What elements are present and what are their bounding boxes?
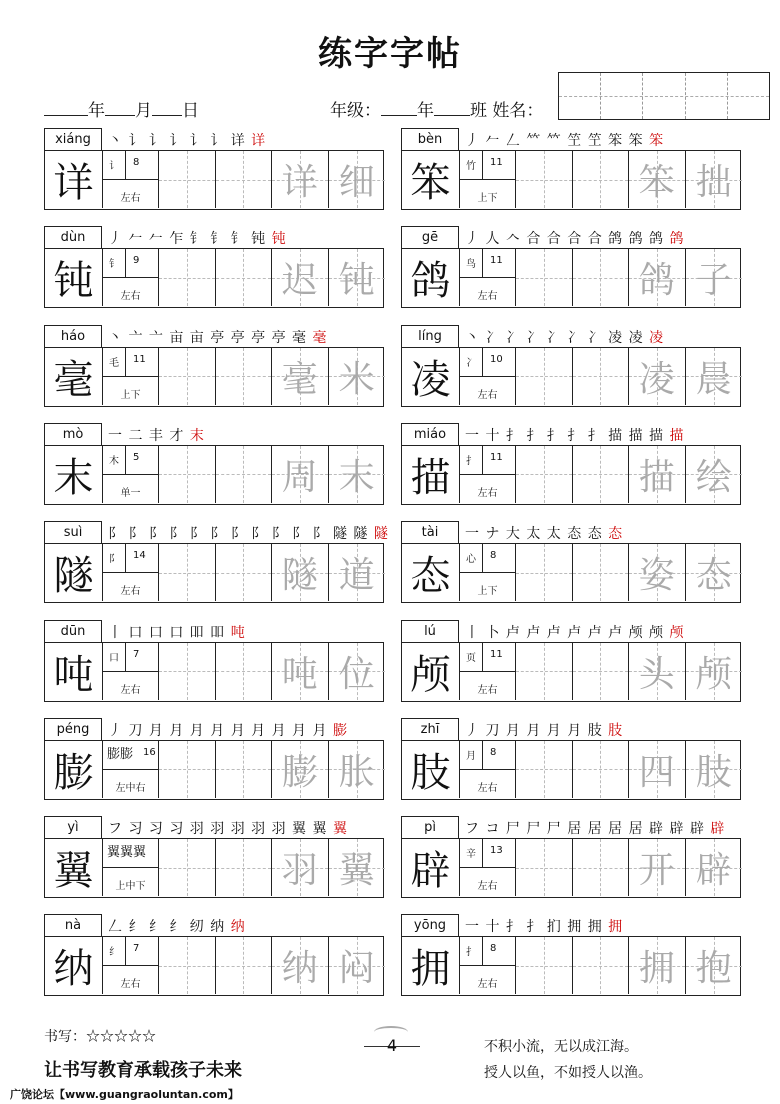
pinyin-label: miáo	[401, 423, 459, 445]
stroke-count: 11	[490, 157, 503, 168]
trace-word: 膨	[281, 751, 318, 793]
practice-cell[interactable]	[329, 446, 386, 503]
practice-cell[interactable]	[329, 151, 386, 208]
stroke-order: フ コ 尸 尸 尸 居 居 居 居 辟 辟 辟 辟	[465, 821, 726, 838]
structure: 左右	[477, 881, 498, 893]
practice-cell[interactable]	[159, 643, 216, 700]
char-info	[460, 839, 516, 896]
radical: 口	[109, 652, 119, 664]
pinyin-label: zhī	[401, 718, 459, 740]
stroke-order: 丶 讠 讠 讠 讠 讠 详 详	[108, 133, 267, 149]
practice-cell[interactable]	[516, 839, 573, 896]
practice-grid	[44, 543, 384, 603]
model-character: 详	[45, 151, 103, 208]
stroke-order: 一 十 扌 扌 扌 扌 扌 描 描 描 描	[465, 427, 685, 444]
structure: 左右	[477, 487, 498, 499]
slogan: 让书写教育承载孩子未来	[44, 1060, 242, 1081]
pinyin-label: háo	[44, 325, 102, 347]
trace-word: 隧	[281, 555, 318, 597]
practice-cell[interactable]	[272, 741, 329, 798]
stroke-order: 丿 刀 月 月 月 月 肢 肢	[465, 722, 624, 739]
practice-cell[interactable]	[272, 643, 329, 700]
quote-1: 不积小流，无以成江海。	[484, 1039, 638, 1055]
practice-cell[interactable]	[516, 544, 573, 601]
char-entry	[44, 816, 384, 898]
char-entry	[44, 914, 384, 996]
practice-cell[interactable]	[272, 446, 329, 503]
structure: 上中下	[115, 881, 146, 893]
practice-cell[interactable]	[686, 937, 743, 994]
stroke-order: フ 习 习 习 羽 羽 羽 羽 羽 翼 翼 翼	[108, 821, 348, 838]
practice-grid	[44, 936, 384, 996]
char-info	[460, 151, 516, 208]
practice-cell[interactable]	[516, 249, 573, 306]
char-info	[460, 643, 516, 700]
char-info	[103, 544, 159, 601]
trace-word: 晨	[695, 358, 732, 400]
model-character: 肢	[402, 741, 460, 798]
stroke-count: 8	[490, 746, 497, 758]
practice-grid	[401, 248, 741, 308]
stroke-order: 丿 𠂉 𠂉 乍 钅 钅 钅 钝 钝	[108, 231, 287, 248]
radical: 毛	[109, 357, 119, 369]
trace-word: 子	[695, 260, 732, 302]
char-info	[460, 249, 516, 306]
practice-cell[interactable]	[629, 348, 686, 405]
pinyin-label: yì	[44, 816, 102, 838]
practice-cell[interactable]	[272, 348, 329, 405]
name-box[interactable]	[558, 72, 770, 120]
stroke-order: 丨 口 口 口 吅 吅 吨	[108, 624, 246, 641]
practice-cell[interactable]	[573, 249, 630, 306]
practice-cell[interactable]	[573, 741, 630, 798]
pinyin-label: gē	[401, 226, 459, 248]
practice-cell[interactable]	[159, 937, 216, 994]
practice-cell[interactable]	[159, 839, 216, 896]
practice-cell[interactable]	[686, 643, 743, 700]
trace-word: 抱	[695, 948, 732, 990]
practice-grid	[401, 740, 741, 800]
trace-word: 细	[338, 162, 375, 203]
model-character: 凌	[402, 348, 460, 405]
practice-cell[interactable]	[159, 249, 216, 306]
model-character: 末	[45, 446, 103, 503]
char-entry	[44, 423, 384, 505]
trace-word: 道	[338, 555, 375, 597]
structure: 左中右	[115, 782, 146, 794]
stroke-count: 14	[133, 550, 146, 562]
structure: 左右	[120, 979, 141, 991]
structure: 左右	[120, 193, 141, 204]
char-entry	[44, 718, 384, 800]
practice-cell[interactable]	[329, 937, 386, 994]
trace-word: 钝	[338, 260, 375, 302]
practice-cell[interactable]	[272, 839, 329, 896]
pinyin-label: lú	[401, 620, 459, 642]
stroke-count: 11	[490, 255, 503, 267]
writing-rating: 书写：☆☆☆☆☆	[44, 1029, 156, 1045]
practice-cell[interactable]	[516, 348, 573, 405]
trace-word: 末	[338, 456, 375, 498]
practice-cell[interactable]	[216, 249, 273, 306]
stroke-order: 𠃋 纟 纟 纟 纫 纳 纳	[108, 919, 246, 936]
practice-cell[interactable]	[159, 446, 216, 503]
char-info	[103, 348, 159, 405]
practice-grid	[44, 150, 384, 210]
trace-word: 姿	[638, 555, 675, 597]
stroke-count: 11	[490, 648, 503, 660]
practice-grid	[401, 347, 741, 407]
stroke-order: 丶 冫 冫 冫 冫 冫 冫 凌 凌 凌	[465, 329, 665, 346]
model-character: 辟	[402, 839, 460, 896]
structure: 上下	[477, 586, 498, 598]
stroke-count: 16	[143, 746, 156, 758]
practice-cell[interactable]	[329, 741, 386, 798]
stroke-order: 丨 卜 卢 卢 卢 卢 卢 卢 颅 颅 颅	[465, 624, 685, 641]
char-entry	[44, 325, 384, 407]
practice-cell[interactable]	[329, 839, 386, 896]
structure: 左右	[120, 586, 141, 598]
practice-cell[interactable]	[516, 446, 573, 503]
practice-cell[interactable]	[216, 643, 273, 700]
practice-cell[interactable]	[629, 249, 686, 306]
structure: 上下	[120, 389, 141, 401]
stroke-count: 7	[133, 943, 140, 955]
practice-grid	[401, 445, 741, 505]
practice-cell[interactable]	[629, 544, 686, 601]
structure: 左右	[477, 389, 498, 401]
radical: 竹	[466, 161, 476, 172]
practice-cell[interactable]	[573, 544, 630, 601]
model-character: 膨	[45, 741, 103, 798]
char-info	[460, 446, 516, 503]
char-entry	[401, 914, 741, 996]
practice-cell[interactable]	[216, 741, 273, 798]
trace-word: 开	[638, 850, 675, 892]
radical: 页	[466, 652, 476, 664]
char-entry	[44, 521, 389, 603]
practice-cell[interactable]	[159, 348, 216, 405]
char-info	[103, 643, 159, 700]
practice-cell[interactable]	[272, 249, 329, 306]
practice-cell[interactable]	[629, 643, 686, 700]
char-entry	[401, 226, 741, 308]
practice-cell[interactable]	[629, 937, 686, 994]
char-info	[103, 937, 159, 994]
practice-cell[interactable]	[159, 151, 216, 208]
model-character: 态	[402, 544, 460, 601]
stroke-count: 7	[133, 648, 140, 660]
practice-cell[interactable]	[686, 348, 743, 405]
practice-grid	[401, 150, 741, 210]
practice-cell[interactable]	[629, 446, 686, 503]
char-info	[103, 741, 159, 798]
practice-cell[interactable]	[629, 151, 686, 208]
practice-cell[interactable]	[516, 151, 573, 208]
structure: 左右	[477, 684, 498, 696]
char-info	[460, 937, 516, 994]
practice-cell[interactable]	[686, 249, 743, 306]
practice-grid	[44, 838, 384, 898]
quote-2: 授人以鱼，不如授人以渔。	[484, 1065, 652, 1081]
radical: 冫	[466, 357, 476, 369]
pinyin-label: tài	[401, 521, 459, 543]
model-character: 纳	[45, 937, 103, 994]
practice-grid	[401, 838, 741, 898]
grade-line: 年级： 年 班 姓名：	[330, 101, 544, 121]
practice-cell[interactable]	[216, 839, 273, 896]
char-info	[460, 741, 516, 798]
pinyin-label: nà	[44, 914, 102, 936]
stroke-order: 丿 人 𠆢 合 合 合 合 鸽 鸽 鸽 鸽	[465, 231, 685, 248]
structure: 左右	[477, 782, 498, 794]
char-info	[103, 446, 159, 503]
char-info	[103, 839, 159, 896]
practice-cell[interactable]	[272, 937, 329, 994]
practice-cell[interactable]	[159, 544, 216, 601]
stroke-sample: 翼翼翼	[107, 845, 147, 861]
model-character: 吨	[45, 643, 103, 700]
practice-grid	[44, 347, 384, 407]
structure: 左右	[120, 684, 141, 696]
practice-grid	[44, 642, 384, 702]
char-entry	[44, 226, 384, 308]
stroke-count: 8	[490, 943, 497, 955]
practice-cell[interactable]	[686, 151, 743, 208]
page-number: 4	[372, 1036, 412, 1055]
stroke-count: 11	[133, 353, 146, 365]
structure: 单一	[120, 487, 141, 499]
structure: 左右	[477, 979, 498, 991]
practice-cell[interactable]	[216, 544, 273, 601]
radical: 扌	[466, 455, 476, 467]
trace-word: 笨	[638, 162, 675, 203]
practice-cell[interactable]	[329, 348, 386, 405]
char-info	[460, 544, 516, 601]
model-character: 颅	[402, 643, 460, 700]
stroke-count: 10	[490, 353, 503, 365]
practice-cell[interactable]	[329, 643, 386, 700]
practice-cell[interactable]	[216, 151, 273, 208]
trace-word: 吨	[281, 653, 318, 695]
practice-cell[interactable]	[573, 839, 630, 896]
trace-word: 羽	[281, 850, 318, 892]
stroke-count: 5	[133, 451, 140, 463]
radical: 辛	[466, 849, 476, 861]
trace-word: 翼	[338, 850, 375, 892]
stroke-order: 丿 刀 月 月 月 月 月 月 月 月 月 膨	[108, 722, 348, 739]
practice-cell[interactable]	[573, 151, 630, 208]
trace-word: 凌	[638, 358, 675, 400]
date-line: 年 月 日	[44, 96, 199, 121]
char-entry	[401, 816, 741, 898]
radical: 鸟	[466, 259, 476, 271]
structure: 上下	[477, 193, 498, 204]
radical: 阝	[109, 554, 119, 566]
stroke-order: 一 十 扌 扌 扪 拥 拥 拥	[465, 919, 624, 936]
model-character: 翼	[45, 839, 103, 896]
trace-word: 绘	[695, 456, 732, 498]
stroke-sample: 膨膨	[107, 746, 134, 762]
practice-grid	[44, 445, 384, 505]
practice-cell[interactable]	[516, 643, 573, 700]
char-entry	[401, 620, 741, 702]
practice-cell[interactable]	[272, 151, 329, 208]
char-entry	[401, 128, 741, 210]
stroke-count: 8	[490, 550, 497, 562]
stroke-count: 13	[490, 845, 503, 857]
practice-cell[interactable]	[216, 937, 273, 994]
char-entry	[44, 128, 384, 210]
page-title: 练字字帖	[318, 34, 462, 74]
trace-word: 米	[338, 358, 375, 400]
trace-word: 拙	[695, 162, 732, 203]
practice-cell[interactable]	[686, 544, 743, 601]
char-entry	[401, 423, 741, 505]
radical: 讠	[109, 161, 119, 172]
trace-word: 态	[695, 555, 732, 597]
trace-word: 位	[338, 653, 375, 695]
practice-cell[interactable]	[329, 249, 386, 306]
trace-word: 肢	[695, 751, 732, 793]
model-character: 隧	[45, 544, 103, 601]
practice-cell[interactable]	[686, 446, 743, 503]
char-entry	[401, 325, 741, 407]
practice-cell[interactable]	[573, 643, 630, 700]
stroke-order: 一 ナ 大 太 太 态 态 态	[465, 526, 624, 543]
radical: 心	[466, 554, 476, 566]
char-info	[103, 249, 159, 306]
char-info	[460, 348, 516, 405]
trace-word: 四	[638, 751, 675, 793]
pinyin-label: dūn	[44, 620, 102, 642]
trace-word: 详	[281, 162, 318, 203]
practice-cell[interactable]	[216, 348, 273, 405]
practice-cell[interactable]	[629, 741, 686, 798]
stroke-count: 8	[133, 157, 140, 168]
practice-grid	[44, 740, 384, 800]
pinyin-label: mò	[44, 423, 102, 445]
practice-cell[interactable]	[686, 839, 743, 896]
practice-cell[interactable]	[159, 741, 216, 798]
pinyin-label: dùn	[44, 226, 102, 248]
model-character: 钝	[45, 249, 103, 306]
practice-cell[interactable]	[686, 741, 743, 798]
model-character: 笨	[402, 151, 460, 208]
char-entry	[44, 620, 384, 702]
pinyin-label: yōng	[401, 914, 459, 936]
practice-cell[interactable]	[216, 446, 273, 503]
practice-cell[interactable]	[629, 839, 686, 896]
model-character: 毫	[45, 348, 103, 405]
pinyin-label: bèn	[401, 128, 459, 150]
pinyin-label: péng	[44, 718, 102, 740]
trace-word: 纳	[281, 948, 318, 990]
pinyin-label: xiáng	[44, 128, 102, 150]
trace-word: 胀	[338, 751, 375, 793]
trace-word: 周	[281, 456, 318, 498]
trace-word: 头	[638, 653, 675, 695]
model-character: 拥	[402, 937, 460, 994]
radical: 月	[466, 750, 476, 762]
trace-word: 描	[638, 456, 675, 498]
pinyin-label: líng	[401, 325, 459, 347]
trace-word: 闷	[338, 948, 375, 990]
model-character: 描	[402, 446, 460, 503]
practice-cell[interactable]	[516, 741, 573, 798]
structure: 左右	[120, 291, 141, 303]
trace-word: 毫	[281, 358, 318, 400]
radical: 扌	[466, 947, 476, 959]
pinyin-label: suì	[44, 521, 102, 543]
practice-grid	[401, 936, 741, 996]
stroke-order: 一 二 丰 才 末	[108, 427, 205, 444]
char-info	[103, 151, 159, 208]
pinyin-label: pì	[401, 816, 459, 838]
radical: 木	[109, 455, 119, 467]
trace-word: 拥	[638, 948, 675, 990]
char-entry	[401, 521, 741, 603]
practice-cell[interactable]	[573, 446, 630, 503]
practice-grid	[401, 543, 741, 603]
trace-word: 鸽	[638, 260, 675, 302]
trace-word: 颅	[695, 653, 732, 695]
trace-word: 辟	[695, 850, 732, 892]
stroke-order: 丿 𠂉 𠃋 𥫗 𥫗 笁 笁 笨 笨 笨	[465, 133, 665, 149]
trace-word: 迟	[281, 260, 318, 302]
stroke-order: 丶 亠 亠 亩 亩 亭 亭 亭 亭 毫 毫	[108, 329, 328, 346]
practice-grid	[401, 642, 741, 702]
radical: 钅	[109, 259, 119, 271]
stroke-order: 阝 阝 阝 阝 阝 阝 阝 阝 阝 阝 阝 隧 隧 隧	[108, 526, 389, 543]
model-character: 鸽	[402, 249, 460, 306]
practice-cell[interactable]	[272, 544, 329, 601]
structure: 左右	[477, 291, 498, 303]
practice-cell[interactable]	[329, 544, 386, 601]
radical: 纟	[109, 947, 119, 959]
site-credit: 广饶论坛【www.guangraoluntan.com】	[10, 1088, 239, 1101]
stroke-count: 11	[490, 451, 503, 463]
practice-grid	[44, 248, 384, 308]
char-entry	[401, 718, 741, 800]
practice-cell[interactable]	[516, 937, 573, 994]
stroke-count: 9	[133, 255, 140, 267]
practice-cell[interactable]	[573, 348, 630, 405]
practice-cell[interactable]	[573, 937, 630, 994]
